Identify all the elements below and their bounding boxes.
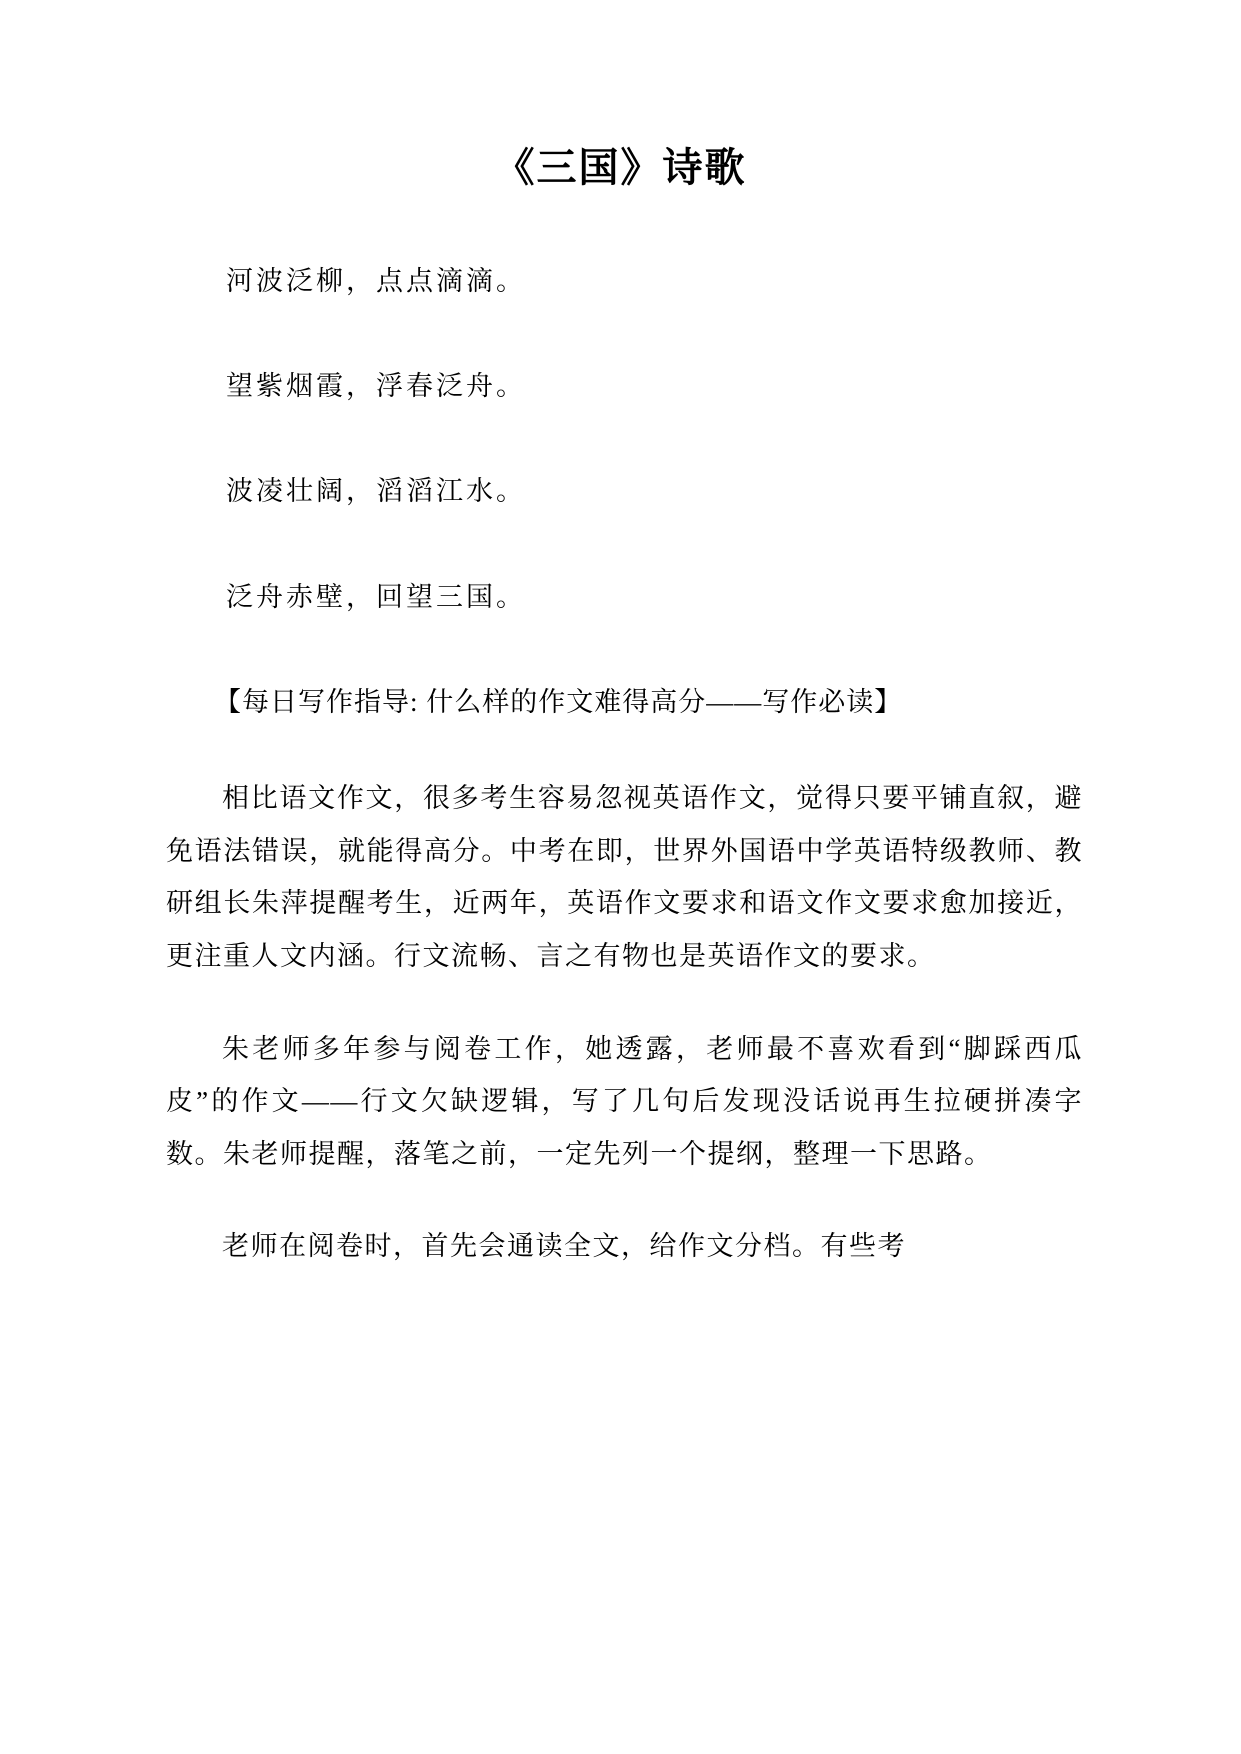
poem-line: 河波泛柳，点点滴滴。 — [226, 266, 526, 296]
poem-line: 泛舟赤壁，回望三国。 — [226, 581, 526, 612]
poem-block — [148, 260, 1093, 619]
body-paragraph: 相比语文作文，很多考生容易忽视英语作文，觉得只要平铺直叙，避免语法错误，就能得高分。中考在即，世界外国语中学英语特级教师、教研组长朱萍提醒考生，近两年，英语作文要求和语文作文要求愈加接近，更注重人文内涵。行文流畅、言之有物也是英语作文的要求。 — [166, 782, 1083, 971]
poem-line: 望紫烟霞，浮春泛舟。 — [226, 371, 526, 402]
poem-line: 波凌壮阔，滔滔江水。 — [226, 476, 526, 507]
body-paragraph: 老师在阅卷时，首先会通读全文，给作文分档。有些考 — [222, 1231, 906, 1262]
page-title: 《三国》诗歌 — [494, 145, 747, 190]
section-heading: 【每日写作指导: 什么样的作文难得高分——写作必读】 — [214, 686, 903, 717]
body-paragraph: 朱老师多年参与阅卷工作，她透露，老师最不喜欢看到“脚踩西瓜皮”的作文——行文欠缺逻辑，写了几句后发现没话说再生拉硬拼凑字数。朱老师提醒，落笔之前，一定先列一个提纲，整理一下思路。 — [166, 1033, 1083, 1169]
